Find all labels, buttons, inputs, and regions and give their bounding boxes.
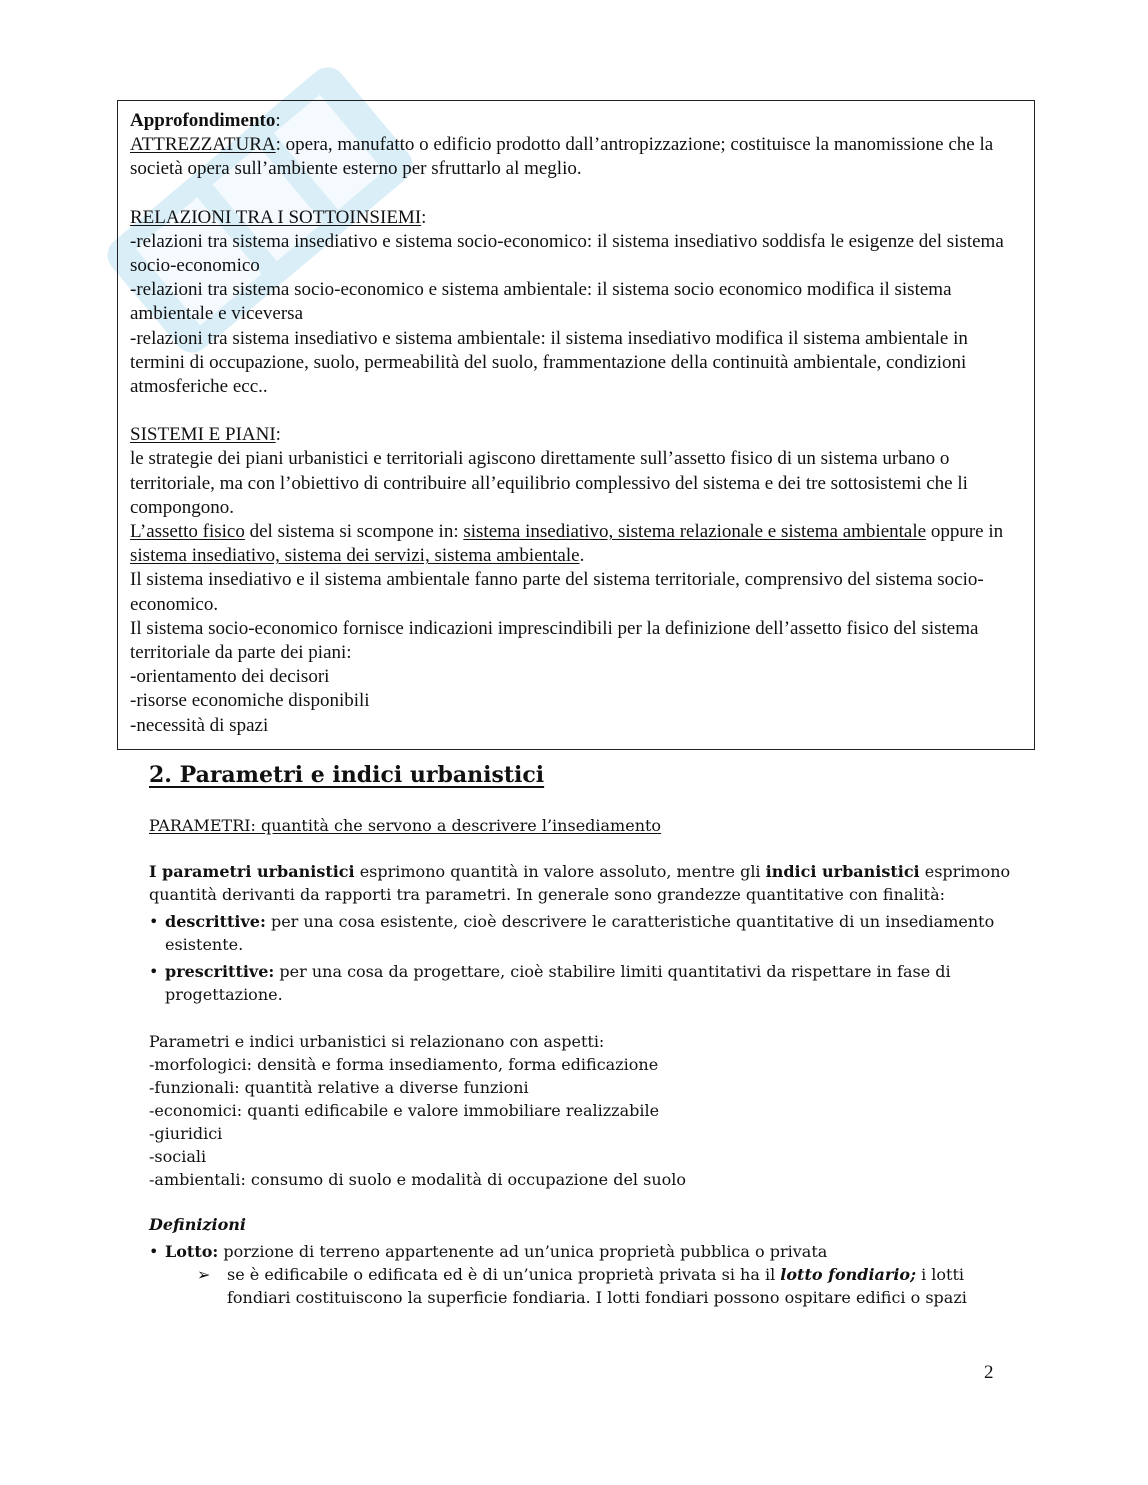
intro-paragraph: I parametri urbanistici esprimono quantità in valore assoluto, mentre gli indici urbanistici esprimono quantità derivanti da rapporti tra parametri. In generale sono grandezze quantitative con finalità: — [149, 862, 1011, 904]
aspetti-item: -morfologici: densità e forma insediamento, forma edificazione — [149, 1055, 659, 1074]
sistemi-list-item: -necessità di spazi — [130, 714, 269, 736]
assetto-paragraph: L’assetto fisico del sistema si scompone in: sistema insediativo, sistema relazionale e sistema ambientale oppure in sistema insediativo, sistema dei servizi, sistema ambientale. — [130, 521, 1004, 567]
sistemi-paragraph: Il sistema socio-economico fornisce indicazioni imprescindibili per la definizione dell’assetto fisico del sistema territoriale da parte dei piani: — [130, 617, 979, 664]
page-number: 2 — [984, 1362, 994, 1383]
finalita-list — [149, 910, 1019, 1006]
lotto-sublist — [149, 1263, 1019, 1309]
attrezzatura-paragraph: ATTREZZATURA: opera, manufatto o edificio prodotto dall’antropizzazione; costituisce la manomissione che la società opera sull’ambiente esterno per sfruttarlo al meglio. — [130, 134, 994, 180]
list-item: • descrittive: per una cosa esistente, cioè descrivere le caratteristiche quantitative di un insediamento esistente. — [149, 910, 1019, 956]
relazioni-line: -relazioni tra sistema insediativo e sistema ambientale: il sistema insediativo modifica il sistema ambientale in termini di occupazione, suolo, permeabilità del suolo, frammentazione della continuità ambientale, condizioni atmosferiche ecc.. — [130, 327, 968, 398]
sistemi-paragraph: le strategie dei piani urbanistici e territoriali agiscono direttamente sull’assetto fisico di un sistema urbano o territoriale, ma con l’obiettivo di contribuire all’equilibrio complessivo del sistema e dei tre sottosistemi che li compongono. — [130, 448, 968, 518]
sistemi-heading: SISTEMI E PIANI: — [130, 424, 281, 446]
aspetti-item: -economici: quanti edificabile e valore immobiliare realizzabile — [149, 1101, 660, 1120]
arrow-bullet-icon: ➢ — [197, 1265, 211, 1284]
list-item: • prescrittive: per una cosa da progettare, cioè stabilire limiti quantitativi da rispettare in fase di progettazione. — [149, 960, 1019, 1006]
approfondimento-heading: Approfondimento: — [130, 110, 281, 131]
definizioni-list — [149, 1240, 1019, 1263]
relazioni-line: -relazioni tra sistema insediativo e sistema socio-economico: il sistema insediativo soddisfa le esigenze del sistema socio-economico — [130, 230, 1004, 277]
section-title: 2. Parametri e indici urbanistici — [149, 762, 545, 788]
list-item: ➢ se è edificabile o edificata ed è di un’unica proprietà privata si ha il lotto fondiario; i lotti fondiari costituiscono la superficie fondiaria. I lotti fondiari possono ospitare edifici o spazi — [197, 1265, 967, 1307]
relazioni-heading: RELAZIONI TRA I SOTTOINSIEMI: — [130, 206, 427, 228]
definizioni-title: Definizioni — [149, 1215, 246, 1234]
sistemi-list-item: -orientamento dei decisori — [130, 666, 330, 688]
aspetti-item: -funzionali: quantità relative a diverse funzioni — [149, 1078, 529, 1097]
aspetti-item: -giuridici — [149, 1124, 223, 1143]
sistemi-list-item: -risorse economiche disponibili — [130, 690, 370, 712]
aspetti-item: -sociali — [149, 1147, 207, 1166]
attrezzatura-term: ATTREZZATURA — [130, 134, 276, 156]
aspetti-item: -ambientali: consumo di suolo e modalità di occupazione del suolo — [149, 1170, 687, 1189]
parametri-line: PARAMETRI: quantità che servono a descrivere l’insediamento — [149, 816, 662, 835]
sistemi-paragraph: Il sistema insediativo e il sistema ambientale fanno parte del sistema territoriale, comprensivo del sistema socio-economico. — [130, 569, 984, 615]
aspetti-intro: Parametri e indici urbanistici si relazionano con aspetti: — [149, 1032, 605, 1051]
approfondimento-box — [117, 100, 1035, 750]
relazioni-line: -relazioni tra sistema socio-economico e sistema ambientale: il sistema socio economico modifica il sistema ambientale e viceversa — [130, 279, 952, 325]
list-item: • Lotto: porzione di terreno appartenente ad un’unica proprietà pubblica o privata — [149, 1240, 1019, 1263]
section-content — [149, 758, 1019, 1309]
